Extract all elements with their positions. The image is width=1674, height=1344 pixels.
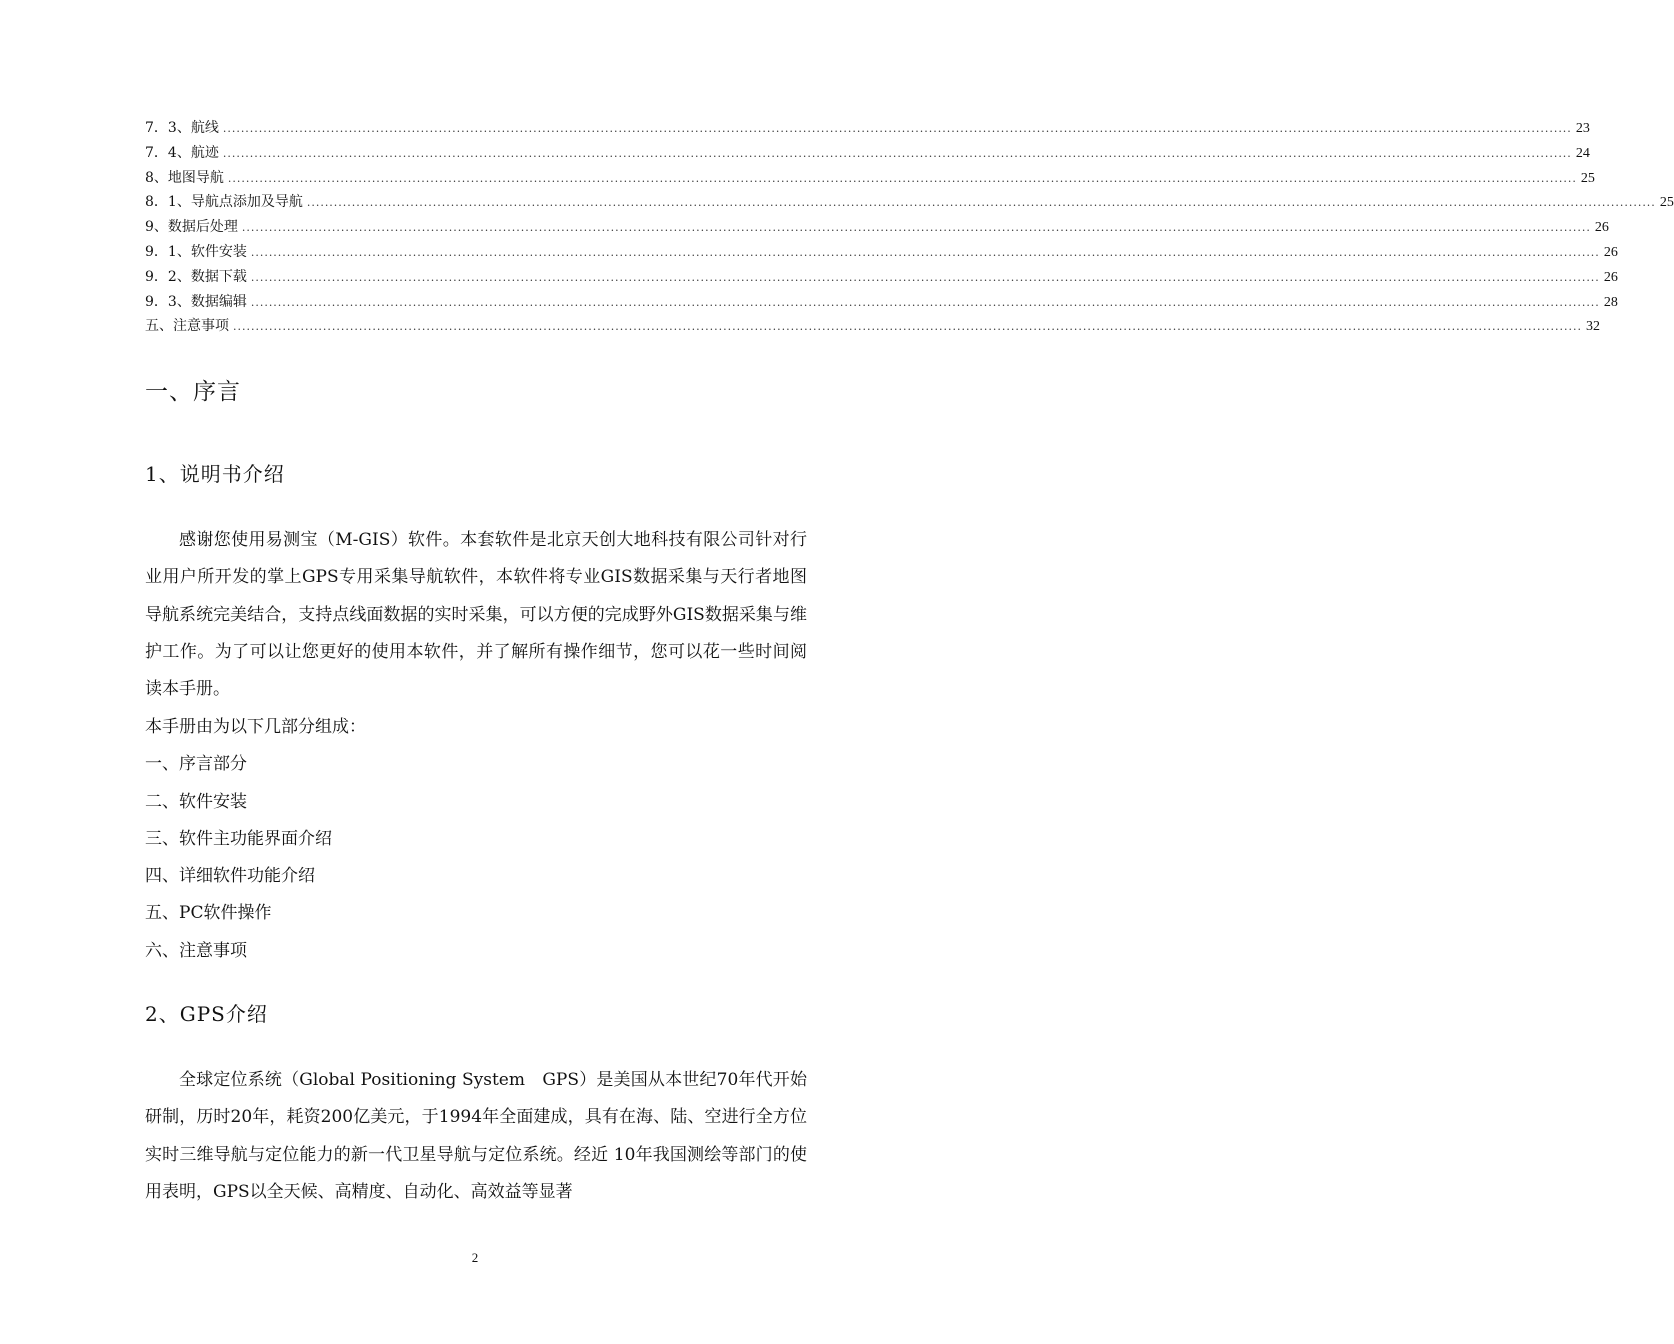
toc-entry[interactable] — [145, 116, 1590, 141]
table-of-contents — [145, 116, 1674, 339]
toc-entry-label: 8、地图导航 — [145, 169, 224, 186]
toc-entry-label: 五、注意事项 — [145, 318, 229, 335]
toc-entry-page: 25 — [1659, 195, 1674, 211]
toc-entry[interactable] — [145, 240, 1618, 265]
toc-leader-dots: ............................................................................................................................................................................................................................................................................................................ — [227, 171, 1577, 185]
toc-entry[interactable] — [145, 290, 1618, 315]
toc-entry-page: 23 — [1575, 121, 1590, 136]
section-title: 一、序言 — [145, 379, 241, 405]
toc-leader-dots: ............................................................................................................................................................................................................................................................................................................ — [233, 320, 1582, 334]
toc-entry-label: 9．1、软件安装 — [145, 243, 247, 260]
subsection-title-manual: 1、说明书介绍 — [145, 462, 285, 486]
manual-part-item: 一、序言部分 — [145, 754, 247, 775]
toc-entry[interactable] — [145, 166, 1595, 191]
toc-entry[interactable] — [145, 190, 1674, 215]
page-number: 2 — [471, 1250, 479, 1265]
toc-entry-label: 7．3、航线 — [145, 120, 219, 136]
toc-leader-dots: ............................................................................................................................................................................................................................................................................................................ — [222, 146, 1572, 160]
toc-entry-page: 24 — [1575, 145, 1590, 161]
subsection-title-gps: 2、GPS介绍 — [145, 1002, 268, 1026]
toc-entry-label: 9、数据后处理 — [145, 219, 238, 236]
manual-part-item: 四、详细软件功能介绍 — [145, 866, 315, 887]
manual-parts-list — [145, 709, 366, 970]
toc-entry-page: 26 — [1594, 220, 1609, 236]
toc-entry[interactable] — [145, 314, 1600, 339]
toc-leader-dots: ............................................................................................................................................................................................................................................................................................................ — [250, 270, 1600, 284]
manual-intro-line: 本手册由为以下几部分组成： — [145, 717, 366, 737]
toc-leader-dots: ............................................................................................................................................................................................................................................................................................................ — [250, 295, 1600, 309]
toc-entry-label: 9．3、数据编辑 — [145, 293, 247, 310]
toc-entry-page: 26 — [1603, 244, 1618, 260]
manual-part-item: 三、软件主功能界面介绍 — [145, 828, 332, 849]
gps-paragraph: 全球定位系统（Global Positioning System GPS）是美国从本世纪70年代开始研制，历时20年，耗资200亿美元，于1994年全面建成，具有在海、陆、空进行全方位实时三维导航与定位能力的新一代卫星导航与定位系统。经近 10年我国测绘等部门的使用表明，GPS以全天候、高精度、自动化、高效益等显著 — [145, 1070, 807, 1202]
toc-entry-page: 25 — [1580, 170, 1595, 186]
toc-entry-page: 26 — [1603, 269, 1618, 285]
toc-leader-dots: ............................................................................................................................................................................................................................................................................................................ — [250, 245, 1600, 259]
intro-paragraph: 感谢您使用易测宝（M-GIS）软件。本套软件是北京天创大地科技有限公司针对行业用户所开发的掌上GPS专用采集导航软件，本软件将专业GIS数据采集与天行者地图导航系统完美结合，支持点线面数据的实时采集，可以方便的完成野外GIS数据采集与维护工作。为了可以让您更好的使用本软件，并了解所有操作细节，您可以花一些时间阅读本手册。 — [145, 530, 807, 700]
toc-entry[interactable] — [145, 265, 1618, 290]
toc-entry-page: 32 — [1585, 319, 1600, 335]
manual-part-item: 五、PC软件操作 — [145, 903, 272, 924]
toc-leader-dots: ............................................................................................................................................................................................................................................................................................................ — [241, 221, 1591, 235]
toc-entry-label: 9．2、数据下载 — [145, 268, 247, 285]
manual-part-item: 六、注意事项 — [145, 940, 247, 961]
toc-entry-label: 7．4、航迹 — [145, 144, 219, 161]
toc-leader-dots: ............................................................................................................................................................................................................................................................................................................ — [306, 196, 1656, 210]
toc-leader-dots: ............................................................................................................................................................................................................................................................................................................ — [222, 122, 1572, 135]
toc-entry[interactable] — [145, 141, 1590, 166]
toc-entry-page: 28 — [1603, 294, 1618, 310]
toc-entry[interactable] — [145, 215, 1609, 240]
toc-entry-label: 8．1、导航点添加及导航 — [145, 194, 303, 211]
manual-part-item: 二、软件安装 — [145, 791, 247, 812]
